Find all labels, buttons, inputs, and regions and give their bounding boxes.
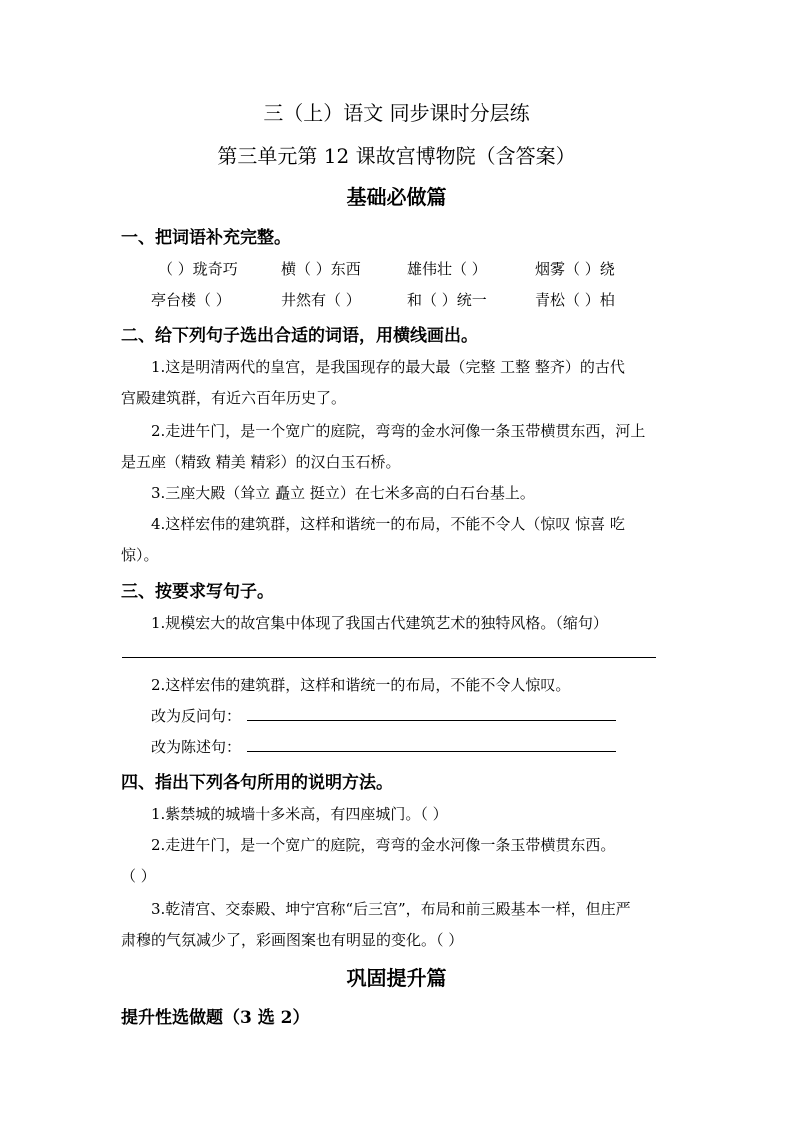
q4-sentence-2a: 2.走进午门，是一个宽广的庭院，弯弯的金水河像一条玉带横贯东西。 (151, 836, 616, 854)
q2-sentence-2b: 是五座（精致 精美 精彩）的汉白玉石桥。 (121, 453, 401, 471)
q2-sentence-4a: 4.这样宏伟的建筑群，这样和谐统一的布局，不能不令人（惊叹 惊喜 吃 (151, 515, 625, 533)
q4-sentence-2b: （ ） (121, 867, 156, 885)
q3-heading: 三、按要求写句子。 (121, 582, 274, 602)
q2-sentence-3: 3.三座大殿（耸立 矗立 挺立）在七米多高的白石台基上。 (151, 484, 535, 502)
part2-subheading: 提升性选做题（3 选 2） (121, 1008, 310, 1028)
q2-sentence-4b: 惊）。 (121, 546, 159, 564)
q2-sentence-2a: 2.走进午门，是一个宽广的庭院，弯弯的金水河像一条玉带横贯东西，河上 (151, 422, 646, 440)
q3-label-rhetorical: 改为反问句： (151, 707, 242, 725)
q3-answer-line-rhetorical[interactable] (247, 720, 616, 721)
part2-heading: 巩固提升篇 (346, 966, 447, 990)
q3-label-declarative: 改为陈述句： (151, 738, 242, 756)
q1-word-6: 井然有（ ） (281, 291, 361, 309)
q1-word-5: 亭台楼（ ） (151, 291, 231, 309)
q2-heading: 二、给下列句子选出合适的词语，用横线画出。 (121, 326, 478, 346)
worksheet-title: 三（上）语文 同步课时分层练 (263, 101, 530, 125)
q4-sentence-1: 1.紫禁城的城墙十多米高，有四座城门。（ ） (151, 805, 448, 823)
q1-word-8: 青松（ ）柏 (535, 291, 615, 309)
q3-sentence-1: 1.规模宏大的故宫集中体现了我国古代建筑艺术的独特风格。（缩句） (151, 614, 608, 632)
q1-heading: 一、把词语补充完整。 (121, 228, 291, 248)
q3-sentence-2: 2.这样宏伟的建筑群，这样和谐统一的布局，不能不令人惊叹。 (151, 676, 571, 694)
q4-sentence-3b: 肃穆的气氛减少了，彩画图案也有明显的变化。（ ） (121, 931, 464, 949)
q1-word-1: （ ）珑奇巧 (158, 260, 238, 278)
q1-word-7: 和（ ）统一 (407, 291, 487, 309)
q4-heading: 四、指出下列各句所用的说明方法。 (121, 773, 393, 793)
q4-sentence-3a: 3.乾清宫、交泰殿、坤宁宫称“后三宫”，布局和前三殿基本一样，但庄严 (151, 900, 631, 918)
part1-heading: 基础必做篇 (346, 185, 447, 209)
q3-answer-line-1[interactable] (122, 657, 656, 658)
q2-sentence-1b: 宫殿建筑群，有近六百年历史了。 (121, 389, 347, 407)
q1-word-3: 雄伟壮（ ） (407, 260, 487, 278)
q1-word-4: 烟雾（ ）绕 (535, 260, 615, 278)
q3-answer-line-declarative[interactable] (247, 751, 616, 752)
lesson-title: 第三单元第 12 课故宫博物院（含答案） (217, 144, 576, 168)
q1-word-2: 横（ ）东西 (281, 260, 361, 278)
q2-sentence-1a: 1.这是明清两代的皇宫，是我国现存的最大最（完整 工整 整齐）的古代 (151, 358, 625, 376)
